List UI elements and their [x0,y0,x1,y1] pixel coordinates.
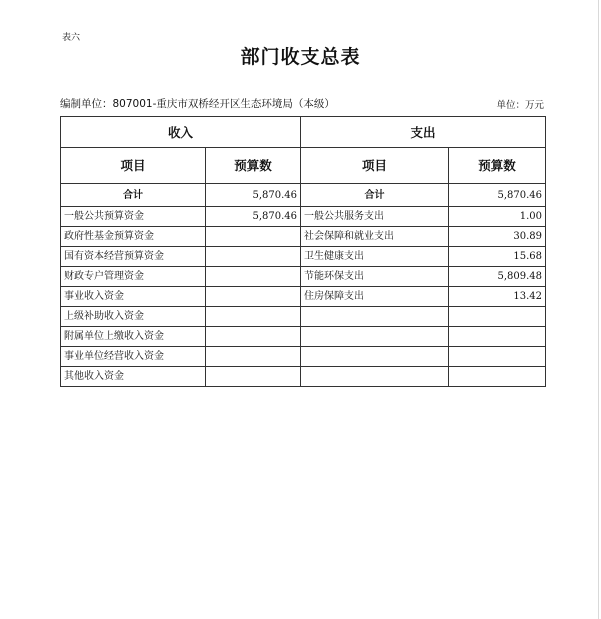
expense-total-value: 5,870.46 [449,184,546,207]
currency-unit: 单位：万元 [496,100,544,111]
page-title: 部门收支总表 [240,46,361,68]
table-row [61,227,546,247]
expense-item [301,347,449,367]
income-value [206,367,301,387]
revenue-expenditure-table [60,116,546,387]
income-total-label: 合计 [61,184,206,207]
income-item-header: 项目 [61,148,206,184]
income-item: 上级补助收入资金 [61,307,206,327]
expense-value: 13.42 [449,287,546,307]
expense-section-header: 支出 [301,117,546,148]
expense-value [449,307,546,327]
income-item: 事业单位经营收入资金 [61,347,206,367]
expense-item [301,367,449,387]
table-row [61,287,546,307]
income-item: 财政专户管理资金 [61,267,206,287]
income-section-header: 收入 [61,117,301,148]
table-row [61,267,546,287]
expense-item: 一般公共服务支出 [301,207,449,227]
expense-item: 节能环保支出 [301,267,449,287]
expense-item-header: 项目 [301,148,449,184]
expense-value: 15.68 [449,247,546,267]
income-value [206,267,301,287]
income-value: 5,870.46 [206,207,301,227]
income-value [206,227,301,247]
income-item: 事业收入资金 [61,287,206,307]
expense-budget-header: 预算数 [449,148,546,184]
income-item: 国有资本经营预算资金 [61,247,206,267]
expense-value: 5,809.48 [449,267,546,287]
expense-item [301,307,449,327]
income-item: 一般公共预算资金 [61,207,206,227]
expense-value: 1.00 [449,207,546,227]
expense-total-label: 合计 [301,184,449,207]
expense-item: 住房保障支出 [301,287,449,307]
expense-item: 卫生健康支出 [301,247,449,267]
expense-value [449,367,546,387]
income-value [206,247,301,267]
expense-value [449,347,546,367]
table-row [61,347,546,367]
table-row [61,247,546,267]
table-row [61,207,546,227]
income-item: 政府性基金预算资金 [61,227,206,247]
expense-value [449,327,546,347]
income-item: 其他收入资金 [61,367,206,387]
expense-value: 30.89 [449,227,546,247]
section-header-row [61,117,546,148]
income-value [206,287,301,307]
table-number: 表六 [62,33,81,43]
expense-item [301,327,449,347]
income-item: 附属单位上缴收入资金 [61,327,206,347]
income-value [206,347,301,367]
income-value [206,307,301,327]
total-row [61,184,546,207]
column-header-row [61,148,546,184]
page-edge-line [598,0,599,619]
income-value [206,327,301,347]
income-total-value: 5,870.46 [206,184,301,207]
expense-item: 社会保障和就业支出 [301,227,449,247]
table-row [61,327,546,347]
table-row [61,367,546,387]
table-row [61,307,546,327]
income-budget-header: 预算数 [206,148,301,184]
compiling-unit: 编制单位：807001-重庆市双桥经开区生态环境局（本级） [60,98,335,110]
